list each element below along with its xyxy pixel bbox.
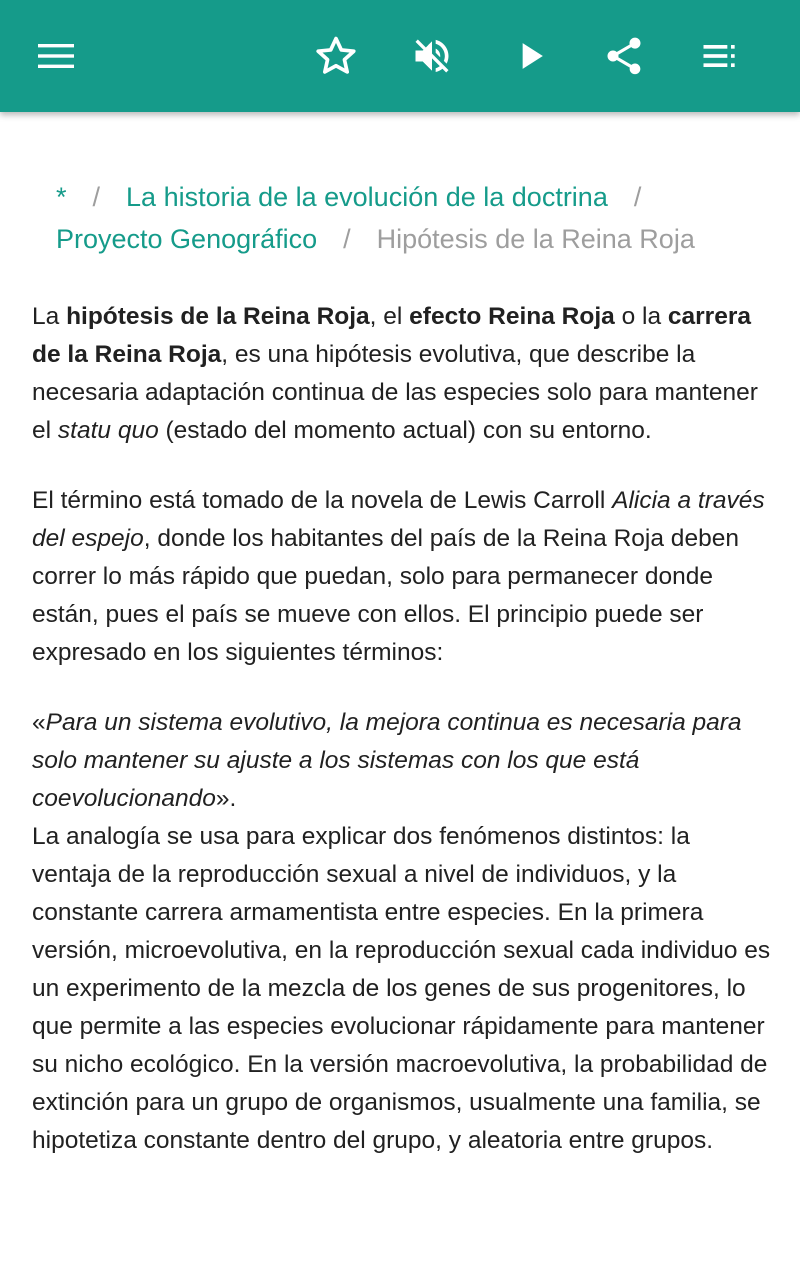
breadcrumb-link-doctrine[interactable]: La historia de la evolución de la doctrina	[126, 182, 608, 212]
breadcrumb-separator: /	[92, 182, 101, 212]
breadcrumb	[56, 176, 776, 260]
text-run: , donde los habitantes del país de la Reina Roja deben correr lo más rápido que puedan, solo para permanecer donde están, pues el país se mueve con ellos. El principio puede ser expresado en los siguientes términos:	[32, 525, 739, 666]
text-run: , el	[369, 303, 410, 330]
article-paragraph-2	[32, 482, 772, 672]
breadcrumb-current: Hipótesis de la Reina Roja	[376, 224, 695, 254]
article-paragraph-4: La analogía se usa para explicar dos fenómenos distintos: la ventaja de la reproducción sexual a nivel de individuos, y la constante carrera armamentista entre especies. En la primera versión, microevolutiva, en la reproducción sexual cada individuo es un experimento de la mezcla de los genes de sus progenitores, lo que permite a las especies evolucionar rápidamente para mantener su nicho ecológico. En la versión macroevolutiva, la probabilidad de extinción para un grupo de organismos, usualmente una familia, se hipotetiza constante dentro del grupo, y aleatoria entre grupos.	[32, 823, 771, 1154]
bold-term: hipótesis de la Reina Roja	[66, 303, 370, 330]
playlist-icon	[698, 34, 742, 78]
quote-open: «	[32, 709, 46, 736]
share-icon	[602, 34, 646, 78]
quote-close: ».	[215, 785, 237, 812]
menu-button[interactable]	[28, 28, 84, 84]
play-icon	[508, 34, 552, 78]
text-run: La	[32, 303, 67, 330]
quote-text: Para un sistema evolutivo, la mejora continua es necesaria para solo mantener su ajuste a los sistemas con los que está coevolucionando	[32, 709, 742, 812]
mute-button[interactable]	[404, 28, 460, 84]
bold-term: efecto Reina Roja	[409, 303, 615, 330]
breadcrumb-link-genographic[interactable]: Proyecto Genográfico	[56, 224, 318, 254]
content-area	[0, 112, 800, 1280]
volume-off-icon	[410, 34, 454, 78]
menu-icon	[36, 41, 76, 71]
text-run: , es una hipótesis evolutiva, que describe la necesaria adaptación continua de las especies solo para mantener el	[32, 341, 758, 444]
bookmark-button[interactable]	[308, 28, 364, 84]
playlist-button[interactable]	[692, 28, 748, 84]
text-run: o la	[614, 303, 668, 330]
italic-title: Alicia a través del espejo	[32, 487, 765, 552]
article-body	[32, 298, 772, 1160]
breadcrumb-separator: /	[633, 182, 642, 212]
play-button[interactable]	[502, 28, 558, 84]
italic-term: statu quo	[57, 417, 159, 444]
star-outline-icon	[314, 34, 358, 78]
text-run: El término está tomado de la novela de Lewis Carroll	[32, 487, 613, 514]
article-quote	[32, 704, 772, 818]
bold-term: carrera de la Reina Roja	[32, 303, 751, 368]
breadcrumb-row-1	[56, 176, 776, 218]
share-button[interactable]	[596, 28, 652, 84]
breadcrumb-root-link[interactable]: *	[56, 182, 67, 212]
app-bar	[0, 0, 800, 112]
text-run: (estado del momento actual) con su entorno.	[158, 417, 652, 444]
breadcrumb-row-2	[56, 218, 776, 260]
breadcrumb-separator: /	[343, 224, 351, 254]
article-paragraph-1	[32, 298, 772, 450]
